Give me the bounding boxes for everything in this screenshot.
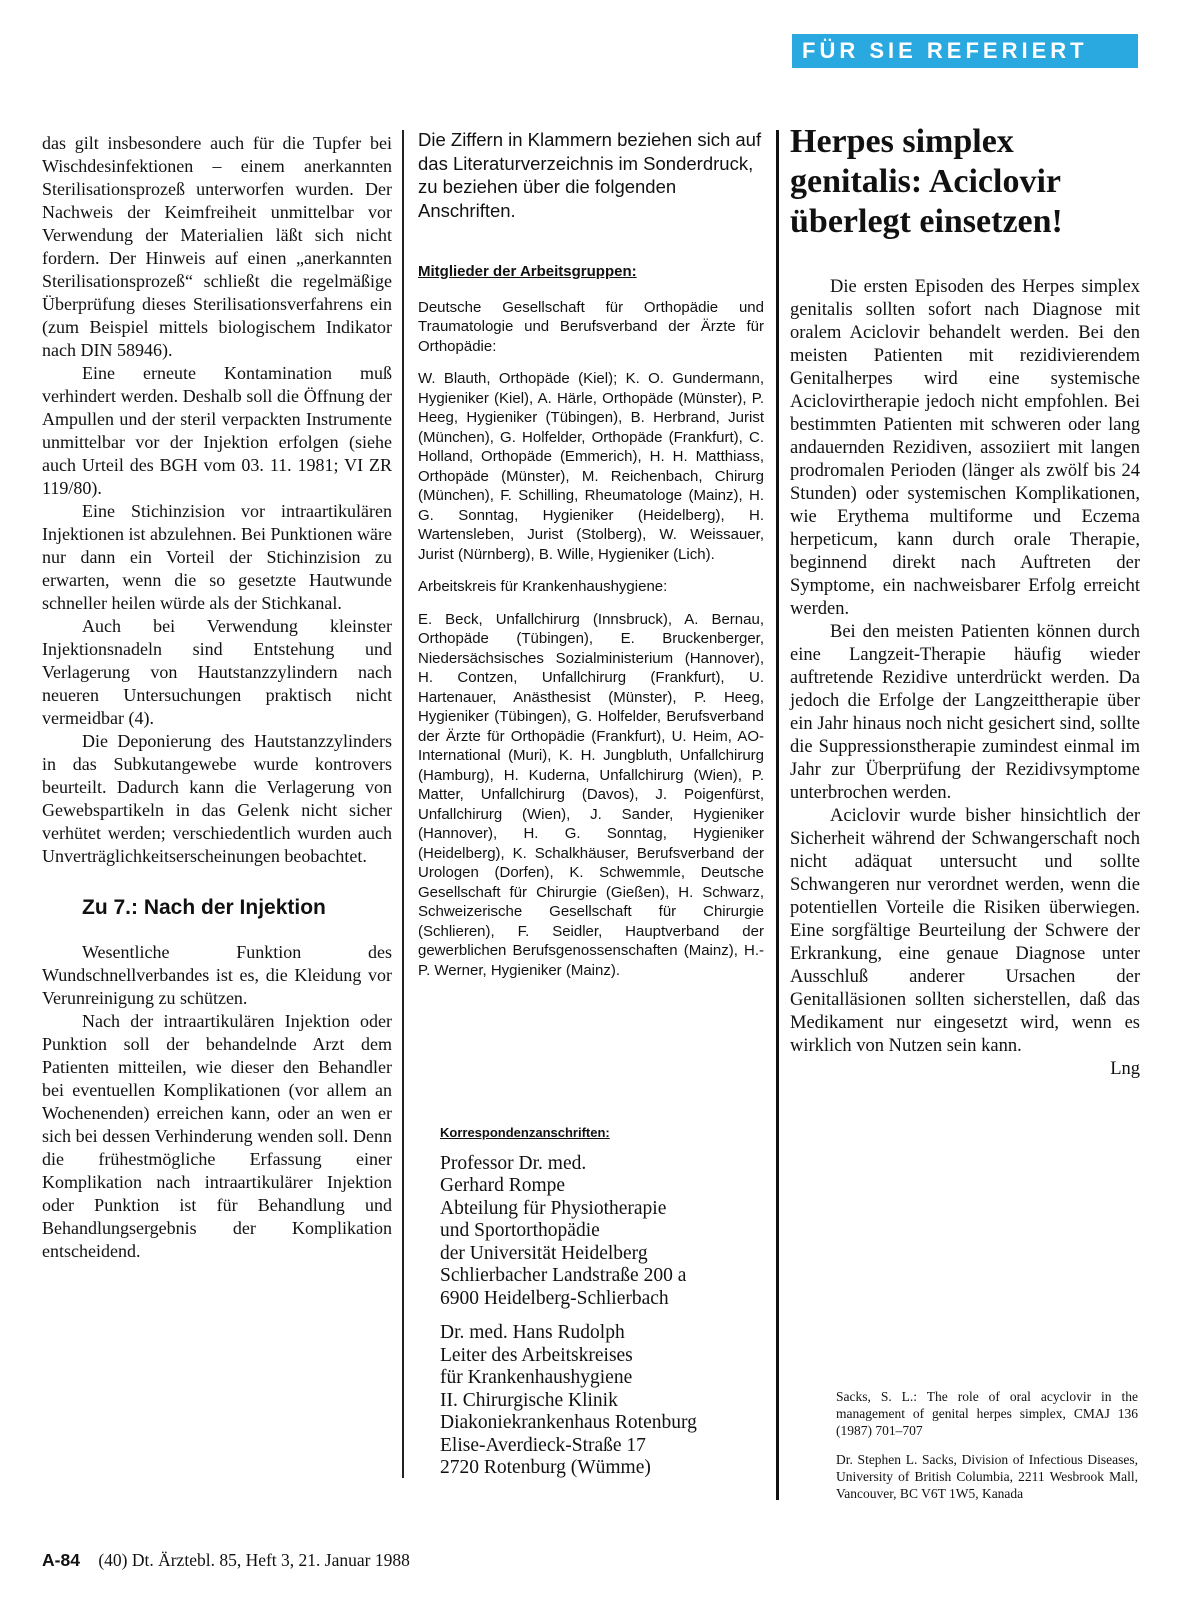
address-line: Abteilung für Physiotherapie: [440, 1197, 667, 1219]
column-divider: [402, 130, 404, 1478]
paragraph: Auch bei Verwendung kleinster Injektionsnadeln sind Entstehung und Verlagerung von Hautstanzzylindern nach neueren Untersuchungen praktisch nicht vermeidbar (4).: [42, 616, 392, 728]
intro-note: Die Ziffern in Klammern beziehen sich auf das Literaturverzeichnis im Sonderdruck, zu beziehen über die folgenden Anschriften.: [418, 129, 762, 221]
article-body: [790, 276, 1140, 1081]
paragraph: Bei den meisten Patienten können durch eine Langzeit-Therapie häufig wieder auftretende Rezidive unterdrückt werden. Da jedoch die Erfolge der Langzeittherapie über ein Jahr hinaus noch nicht gesichert sind, sollte die Suppressionstherapie zumindest einmal im Jahr zur Überprüfung der Rezidivsymptome unterbrochen werden.: [790, 622, 1140, 803]
author-signoff: Lng: [1110, 1059, 1140, 1079]
paragraph: das gilt insbesondere auch für die Tupfer bei Wischdesinfektionen – einem anerkannten Sterilisationsprozeß unterworfen wurden. Der Nachweis der Keimfreiheit unmittelbar vor Verwendung der Materialien läßt sich nicht fordern. Der Hinweis auf einen „anerkannten Sterilisationsprozeß“ schließt die regelmäßige Überprüfung dieses Sterilisationsverfahrens ein (zum Beispiel mittels biologischem Indikator nach DIN 58946).: [42, 133, 392, 360]
middle-column: [418, 128, 764, 993]
paragraph: E. Beck, Unfallchirurg (Innsbruck), A. Bernau, Orthopäde (Tübingen), E. Bruckenberger, Niedersächsisches Sozialministerium (Hannover), H. Contzen, Unfallchirurg (Frankfurt), U. Hartenauer, Anästhesist (Münster), P. Heeg, Hygieniker (Tübingen), G. Holfelder, Berufsverband der Ärzte für Orthopädie (Frankfurt), U. Heim, AO-International (Muri), K. H. Jungbluth, Unfallchirurg (Hamburg), H. Kuderna, Unfallchirurg (Wien), P. Matter, Unfallchirurg (Davos), J. Poigenfürst, Unfallchirurg (Wien), J. Sander, Hygieniker (Hannover), H. G. Sonntag, Hygieniker (Heidelberg), K. Schalkhäuser, Berufsverband der Urologen (Dorfen), K. Schwemmle, Deutsche Gesellschaft für Chirurgie (Gießen), H. Schwarz, Schweizerische Gesellschaft für Chirurgie (Schlieren), F. Seidler, Hauptverband der gewerblichen Berufsgenossenschaften (Mainz), H.-P. Werner, Hygieniker (Mainz).: [418, 610, 764, 979]
address-line: 6900 Heidelberg-Schlierbach: [440, 1287, 669, 1309]
address-line: Diakoniekrankenhaus Rotenburg: [440, 1412, 697, 1433]
correspondence-addresses: [440, 1122, 760, 1492]
journal-citation: (40) Dt. Ärztebl. 85, Heft 3, 21. Januar 1988: [98, 1550, 410, 1570]
reference-address: Dr. Stephen L. Sacks, Division of Infectious Diseases, University of British Columbia, 2211 Wesbrook Mall, Vancouver, BC V6T 1W5, Kanada: [836, 1452, 1138, 1501]
paragraph: Eine Stichinzision vor intraartikulären Injektionen ist abzulehnen. Bei Punktionen wäre nur dann ein Vorteil der Stichinzision zu erwarten, wenn die so gesetzte Hautwunde schneller heilen würde als der Stichkanal.: [42, 501, 392, 613]
paragraph: Nach der intraartikulären Injektion oder Punktion soll der behandelnde Arzt dem Patienten mitteilen, wie dieser den Behandler bei eventuellen Komplikationen (vor allem an Wochenenden) erreichen kann, oder an wen er sich bei dessen Verhinderung wenden soll. Denn die frühestmögliche Erfassung einer Komplikation nach intraartikulärer Injektion oder Punktion ist für Behandlung und Behandlungsergebnis der Komplikation entscheidend.: [42, 1011, 392, 1261]
column-divider: [776, 130, 779, 1500]
address-block: [440, 1322, 760, 1480]
section-heading: Zu 7.: Nach der Injektion: [82, 896, 326, 919]
address-line: Elise-Averdieck-Straße 17: [440, 1434, 646, 1456]
address-line: und Sportorthopädie: [440, 1220, 600, 1241]
paragraph: W. Blauth, Orthopäde (Kiel); K. O. Gundermann, Hygieniker (Kiel), A. Härle, Orthopäde (Münster), P. Heeg, Hygieniker (Tübingen), B. Herbrand, Jurist (München), G. Holfelder, Orthopäde (Frankfurt), C. Holland, Orthopäde (Emmerich), H. H. Matthiass, Orthopäde (Münster), M. Reichenbach, Chirurg (München), F. Schilling, Rheumatologe (Mainz), H. G. Sonntag, Hygieniker (Heidelberg), H. Wartensleben, Jurist (Stolberg), W. Weissauer, Jurist (Nürnberg), B. Wille, Hygieniker (Lich).: [418, 370, 764, 563]
address-line: Leiter des Arbeitskreises: [440, 1344, 633, 1366]
address-line: Gerhard Rompe: [440, 1175, 566, 1196]
references: [836, 1388, 1138, 1514]
members-heading: Mitglieder der Arbeitsgruppen:: [418, 263, 637, 280]
address-line: II. Chirurgische Klinik: [440, 1389, 618, 1411]
address-block: [440, 1153, 760, 1311]
paragraph: Die ersten Episoden des Herpes simplex genitalis sollten sofort nach Diagnose mit oralem Aciclovir behandelt werden. Bei den meisten Patienten mit rezidivierendem Genitalherpes wird eine systemische Aciclovirtherapie jedoch nicht empfohlen. Bei bestimmten Patienten mit schweren oder lang andauernden Rezidiven, assoziiert mit langen prodromalen Perioden (länger als zwölf bis 24 Stunden) oder systemischen Komplikationen, wie Erythema multiforme und Eczema herpeticum, kann durch orale Therapie, beginnend direkt nach Auftreten der Symptome, ein nachweisbarer Erfolg erreicht werden.: [790, 277, 1140, 619]
page-number: A-84: [42, 1550, 80, 1570]
section-banner: FÜR SIE REFERIERT: [792, 34, 1138, 68]
address-line: Schlierbacher Landstraße 200 a: [440, 1265, 687, 1286]
paragraph: Eine erneute Kontamination muß verhindert werden. Deshalb soll die Öffnung der Ampullen und der steril verpackten Instrumente unmittelbar vor der Injektion erfolgen (siehe auch Urteil des BGH vom 03. 11. 1981; VI ZR 119/80).: [42, 363, 392, 498]
reference-citation: Sacks, S. L.: The role of oral acyclovir in the management of genital herpes simplex, CMAJ 136 (1987) 701–707: [836, 1389, 1138, 1438]
paragraph: Aciclovir wurde bisher hinsichtlich der Sicherheit während der Schwangerschaft noch nicht adäquat untersucht und sollte Schwangeren nur verordnet werden, wenn die potentiellen Vorteile die Risiken überwiegen. Eine sorgfältige Beurteilung der Schwere der Erkrankung, eine genaue Diagnose unter Ausschluß anderer Ursachen der Genitalläsionen sollten sicherstellen, daß das Medikament nur eingesetzt wird, wenn es wirklich von Nutzen sein kann.: [790, 806, 1140, 1056]
address-line: 2720 Rotenburg (Wümme): [440, 1457, 651, 1478]
address-line: für Krankenhaushygiene: [440, 1367, 633, 1388]
address-line: Dr. med. Hans Rudolph: [440, 1322, 625, 1343]
paragraph: Arbeitskreis für Krankenhaushygiene:: [418, 578, 668, 595]
paragraph: Die Deponierung des Hautstanzzylinders in das Subkutangewebe wurde kontrovers beurteilt. Dadurch kann die Verlagerung von Gewebspartikeln in das Gelenk nicht sicher verhütet werden; verschiedentlich wurden auch Unverträglichkeitserscheinungen beobachtet.: [42, 731, 392, 866]
contact-heading: Korrespondenzanschriften:: [440, 1125, 610, 1140]
address-line: Professor Dr. med.: [440, 1152, 587, 1174]
left-column: [42, 132, 392, 1263]
paragraph: Deutsche Gesellschaft für Orthopädie und Traumatologie und Berufsverband der Ärzte für Orthopädie:: [418, 298, 764, 355]
right-column: [790, 122, 1140, 1081]
article-title: Herpes simplex genitalis: Aciclovir überlegt einsetzen!: [790, 123, 1063, 240]
page-footer: [42, 1550, 410, 1571]
paragraph: Wesentliche Funktion des Wundschnellverbandes ist es, die Kleidung vor Verunreinigung zu schützen.: [42, 942, 392, 1008]
address-line: der Universität Heidelberg: [440, 1242, 648, 1264]
